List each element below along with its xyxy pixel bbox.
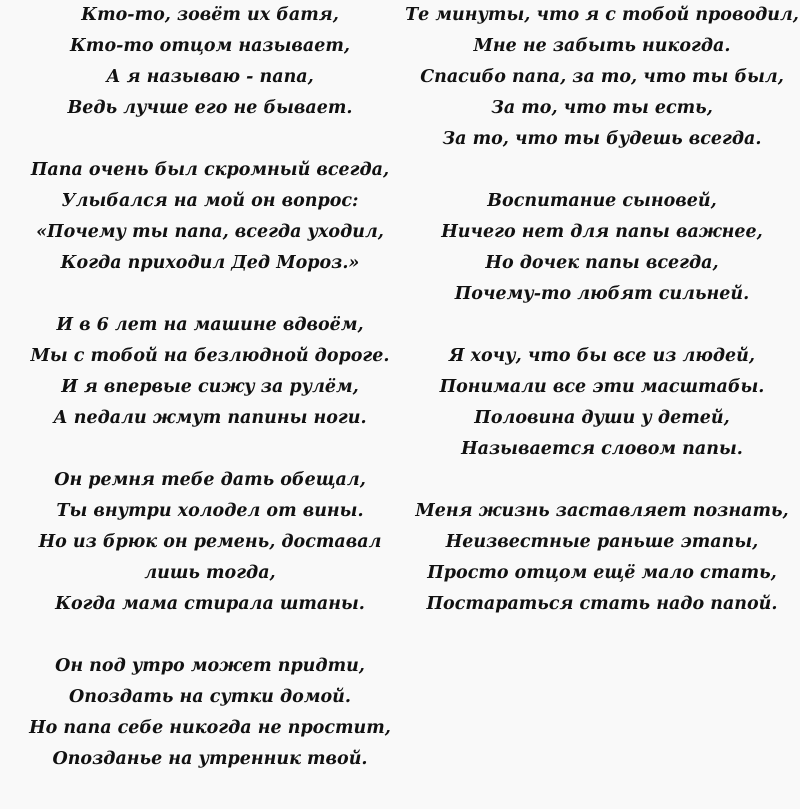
poem-right-column xyxy=(404,0,800,651)
poem-line: А я называю - папа, xyxy=(106,67,314,87)
poem-line: Но папа себе никогда не простит, xyxy=(29,718,391,738)
poem-line: Кто-то, зовёт их батя, xyxy=(81,5,339,25)
poem-line: Улыбался на мой он вопрос: xyxy=(61,191,359,211)
stanza-3 xyxy=(8,310,412,434)
poem-line: Половина души у детей, xyxy=(474,408,730,428)
poem-line: Он ремня тебе дать обещал, xyxy=(54,470,366,490)
poem-line: Но из брюк он ремень, доставал лишь тогда, xyxy=(38,532,382,583)
poem-line: Воспитание сыновей, xyxy=(487,191,717,211)
stanza-5 xyxy=(8,651,412,775)
poem-line: Постараться стать надо папой. xyxy=(426,594,778,614)
poem-line: Опоздать на сутки домой. xyxy=(69,687,351,707)
poem-line: Я хочу, что бы все из людей, xyxy=(449,346,755,366)
poem-line: Когда мама стирала штаны. xyxy=(55,594,365,614)
poem-line: Просто отцом ещё мало стать, xyxy=(427,563,777,583)
stanza-8 xyxy=(404,341,800,465)
poem-left-column xyxy=(8,0,412,806)
poem-line: Меня жизнь заставляет познать, xyxy=(415,501,789,521)
stanza-1 xyxy=(8,0,412,124)
poem-line: Те минуты, что я с тобой проводил, xyxy=(405,5,799,25)
poem-line: И в 6 лет на машине вдвоём, xyxy=(56,315,364,335)
poem-line: «Почему ты папа, всегда уходил, xyxy=(36,222,384,242)
poem-line: И я впервые сижу за рулём, xyxy=(61,377,359,397)
stanza-4 xyxy=(8,465,412,620)
stanza-6 xyxy=(404,0,800,155)
poem-line: Ведь лучше его не бывает. xyxy=(67,98,353,118)
poem-line: За то, что ты будешь всегда. xyxy=(442,129,762,149)
poem-line: Папа очень был скромный всегда, xyxy=(30,160,390,180)
poem-line: Но дочек папы всегда, xyxy=(485,253,719,273)
poem-line: За то, что ты есть, xyxy=(491,98,713,118)
poem-line: Называется словом папы. xyxy=(461,439,743,459)
poem-line: Ты внутри холодел от вины. xyxy=(56,501,364,521)
poem-line: Когда приходил Дед Мороз.» xyxy=(60,253,360,273)
poem-line: Он под утро может придти, xyxy=(55,656,365,676)
poem-line: А педали жмут папины ноги. xyxy=(53,408,367,428)
poem-line: Неизвестные раньше этапы, xyxy=(445,532,759,552)
poem-line: Ничего нет для папы важнее, xyxy=(441,222,763,242)
stanza-9 xyxy=(404,496,800,620)
stanza-7 xyxy=(404,186,800,310)
poem-line: Кто-то отцом называет, xyxy=(70,36,350,56)
stanza-2 xyxy=(8,155,412,279)
poem-line: Почему-то любят сильней. xyxy=(454,284,750,304)
poem-line: Мне не забыть никогда. xyxy=(473,36,731,56)
poem-line: Спасибо папа, за то, что ты был, xyxy=(420,67,784,87)
poem-line: Опозданье на утренник твой. xyxy=(52,749,368,769)
poem-line: Мы с тобой на безлюдной дороге. xyxy=(30,346,390,366)
poem-line: Понимали все эти масштабы. xyxy=(439,377,765,397)
